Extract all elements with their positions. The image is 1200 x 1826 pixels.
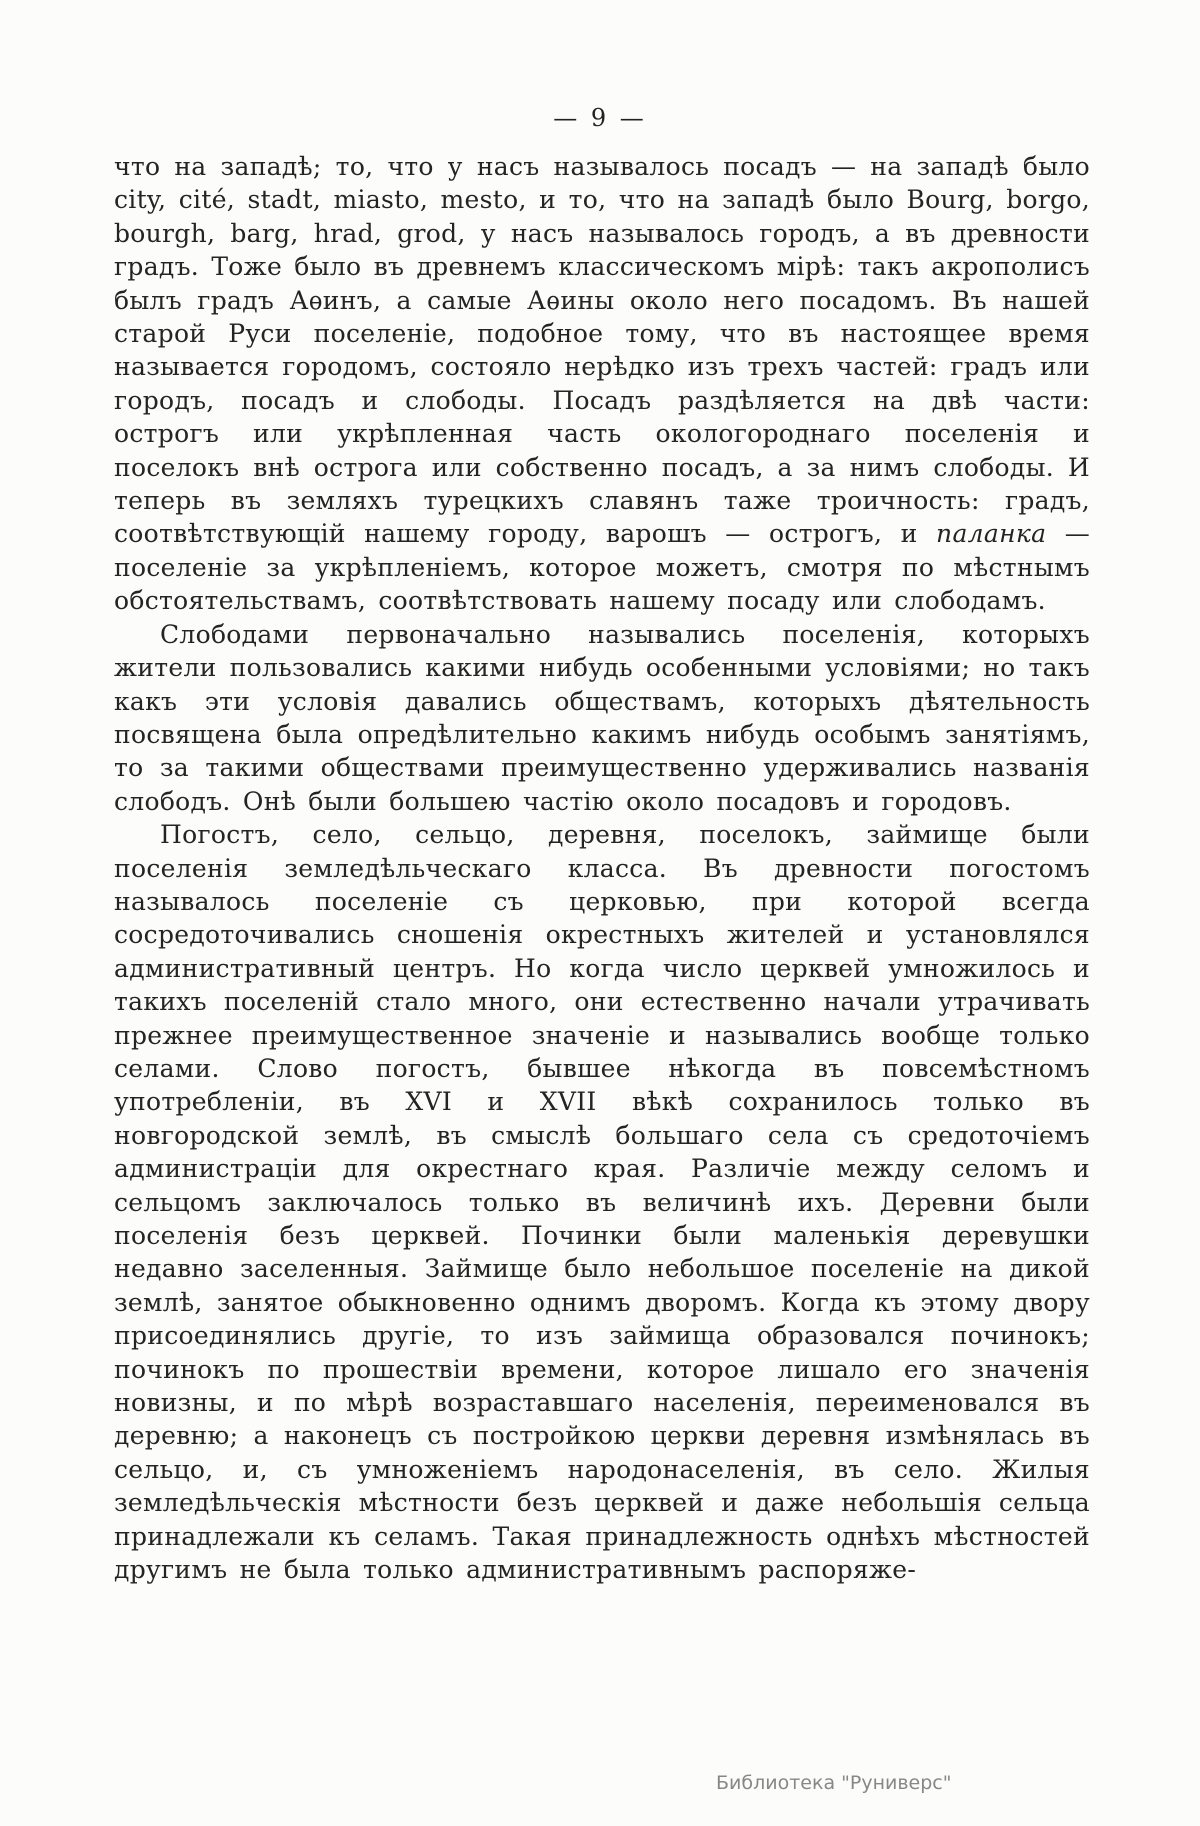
page-number: — 9 — xyxy=(553,104,647,132)
library-watermark: Библиотека "Руниверс" xyxy=(716,1772,952,1794)
italic-text-run: паланка xyxy=(936,519,1047,549)
text-block xyxy=(114,150,1090,1586)
paragraph xyxy=(114,818,1090,1586)
text-run: — поселеніе за укрѣпленіемъ, которое можетъ, смотря по мѣстнымъ обстоятельствамъ, соотвѣтствовать нашему посаду или слободамъ. xyxy=(114,519,1090,616)
paragraph xyxy=(114,150,1090,618)
text-run: Погостъ, село, сельцо, деревня, поселокъ, займище были поселенія земледѣльческаго класса. Въ древности погостомъ называлось поселеніе съ церковью, при которой всегда сосредоточивались сношенія окрестныхъ жителей и установлялся административный центръ. Но когда число церквей умножилось и такихъ поселеній стало много, они естественно начали утрачивать прежнее преимущественное значеніе и назывались вообще только селами. Слово погостъ, бывшее нѣкогда въ повсемѣстномъ употребленіи, въ XVI и XVII вѣкѣ сохранилось только въ новгородской землѣ, въ смыслѣ большаго села съ средоточіемъ администраціи для окрестнаго края. Различіе между селомъ и сельцомъ заключалось только въ величинѣ ихъ. Деревни были поселенія безъ церквей. Починки были маленькія деревушки недавно заселенныя. Займище было небольшое поселеніе на дикой землѣ, занятое обыкновенно однимъ дворомъ. Когда къ этому двору присоединялись другіе, то изъ займища образовался починокъ; починокъ по прошествіи времени, которое лишало его значенія новизны, и по мѣрѣ возраставшаго населенія, переименовался въ деревню; а наконецъ съ постройкою церкви деревня измѣнялась въ сельцо, и, съ умноженіемъ народонаселенія, въ село. Жилыя земледѣльческія мѣстности безъ церквей и даже небольшія сельца принадлежали къ селамъ. Такая принадлежность однѣхъ мѣстностей другимъ не была только административнымъ распоряже- xyxy=(114,820,1090,1585)
text-run: Слободами первоначально назывались поселенія, которыхъ жители пользовались какими нибудь особенными условіями; но такъ какъ эти условія давались обществамъ, которыхъ дѣятельность посвящена была опредѣлительно какимъ нибудь особымъ занятіямъ, то за такими обществами преимущественно удерживались названія слободъ. Онѣ были большею частію около посадовъ и городовъ. xyxy=(114,619,1090,816)
paragraph xyxy=(114,618,1090,818)
text-run: что на западѣ; то, что у насъ называлось посадъ — на западѣ было city, cité, stadt, miasto, mesto, и то, что на западѣ было Bourg, borgo, bourgh, barg, hrad, grod, у насъ называлось городъ, а въ древности градъ. Тоже было въ древнемъ классическомъ мірѣ: такъ акрополисъ былъ градъ Аѳинъ, а самые Аѳины около него посадомъ. Въ нашей старой Руси поселеніе, подобное тому, что въ настоящее время называется городомъ, состояло нерѣдко изъ трехъ частей: градъ или городъ, посадъ и слободы. Посадъ раздѣляется на двѣ части: острогъ или укрѣпленная часть окологороднаго поселенія и поселокъ внѣ острога или собственно посадъ, а за нимъ слободы. И теперь въ земляхъ турецкихъ славянъ таже троичность: градъ, соотвѣтствующій нашему городу, варошъ — острогъ, и xyxy=(114,152,1090,549)
